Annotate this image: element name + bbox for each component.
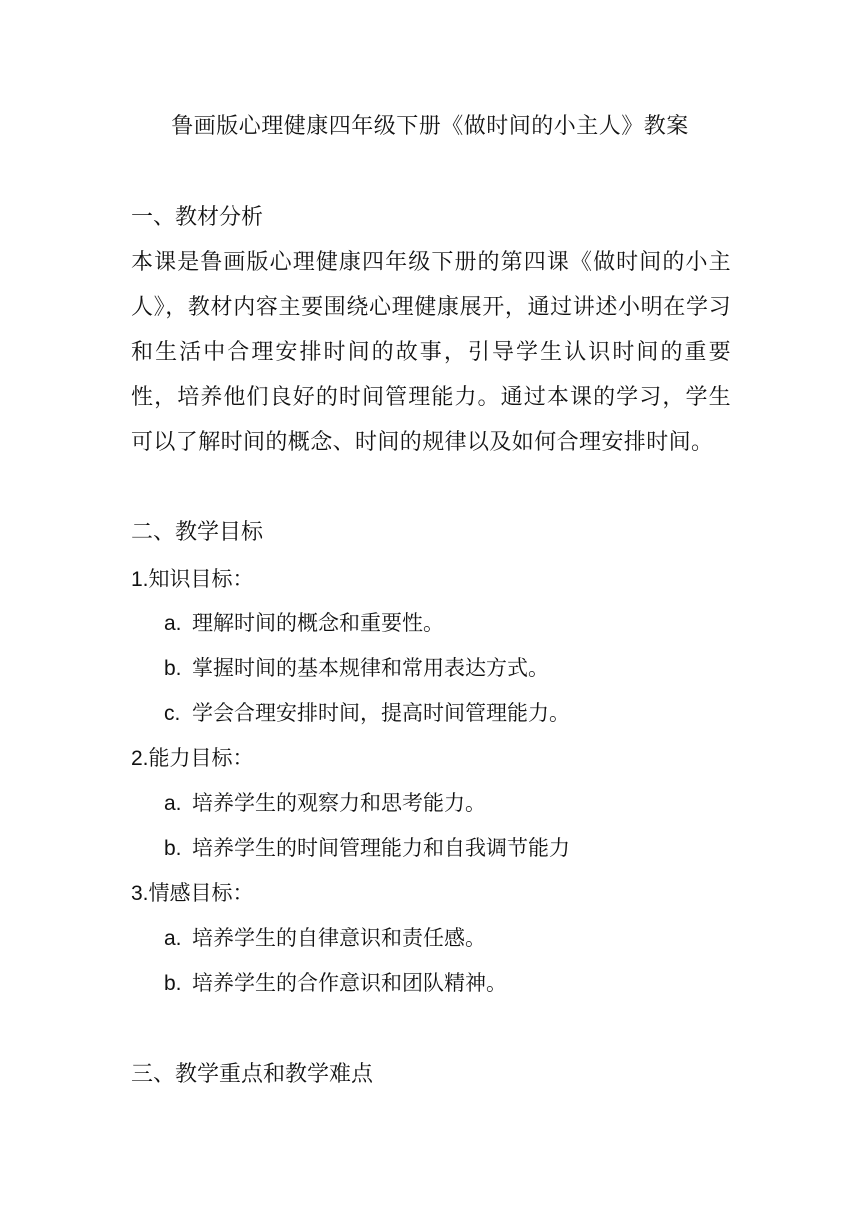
list-item xyxy=(164,607,444,640)
list-item xyxy=(164,787,486,820)
list-item-text: 学会合理安排时间，提高时间管理能力。 xyxy=(192,701,570,725)
section-heading-2: 二、教学目标 xyxy=(131,520,264,545)
list-item-text: 理解时间的概念和重要性。 xyxy=(192,611,444,635)
group-number: 1. xyxy=(131,568,149,591)
document-title: 鲁画版心理健康四年级下册《做时间的小主人》教案 xyxy=(171,114,689,139)
list-item-text: 掌握时间的基本规律和常用表达方式。 xyxy=(192,656,549,680)
list-item-text: 培养学生的观察力和思考能力。 xyxy=(192,791,486,815)
section-heading-1: 一、教材分析 xyxy=(131,205,264,230)
section-1-paragraph: 本课是鲁画版心理健康四年级下册的第四课《做时间的小主人》，教材内容主要围绕心理健康展开，通过讲述小明在学习和生活中合理安排时间的故事，引导学生认识时间的重要性，培养他们良好的时间管理能力。通过本课的学习，学生可以了解时间的概念、时间的规律以及如何合理安排时间。 xyxy=(131,250,731,455)
list-item-text: 培养学生的时间管理能力和自我调节能力 xyxy=(192,836,570,860)
list-item-text: 培养学生的自律意识和责任感。 xyxy=(192,926,486,950)
list-marker: b. xyxy=(164,837,182,860)
section-heading-3: 三、教学重点和教学难点 xyxy=(131,1062,374,1087)
list-marker: a. xyxy=(164,612,182,635)
list-item xyxy=(164,832,570,865)
objective-group-knowledge xyxy=(131,563,254,596)
group-number: 3. xyxy=(131,882,149,905)
group-label: 情感目标： xyxy=(148,881,254,905)
list-marker: c. xyxy=(164,702,181,725)
list-item xyxy=(164,697,570,730)
list-item xyxy=(164,967,507,1000)
list-marker: a. xyxy=(164,927,182,950)
list-marker: a. xyxy=(164,792,182,815)
list-item xyxy=(164,922,486,955)
list-item-text: 培养学生的合作意识和团队精神。 xyxy=(192,971,507,995)
list-marker: b. xyxy=(164,972,182,995)
list-item xyxy=(164,652,549,685)
group-label: 知识目标： xyxy=(148,567,254,591)
group-number: 2. xyxy=(131,747,149,770)
group-label: 能力目标： xyxy=(148,746,254,770)
list-marker: b. xyxy=(164,657,182,680)
objective-group-ability xyxy=(131,742,254,775)
objective-group-emotion xyxy=(131,877,254,910)
